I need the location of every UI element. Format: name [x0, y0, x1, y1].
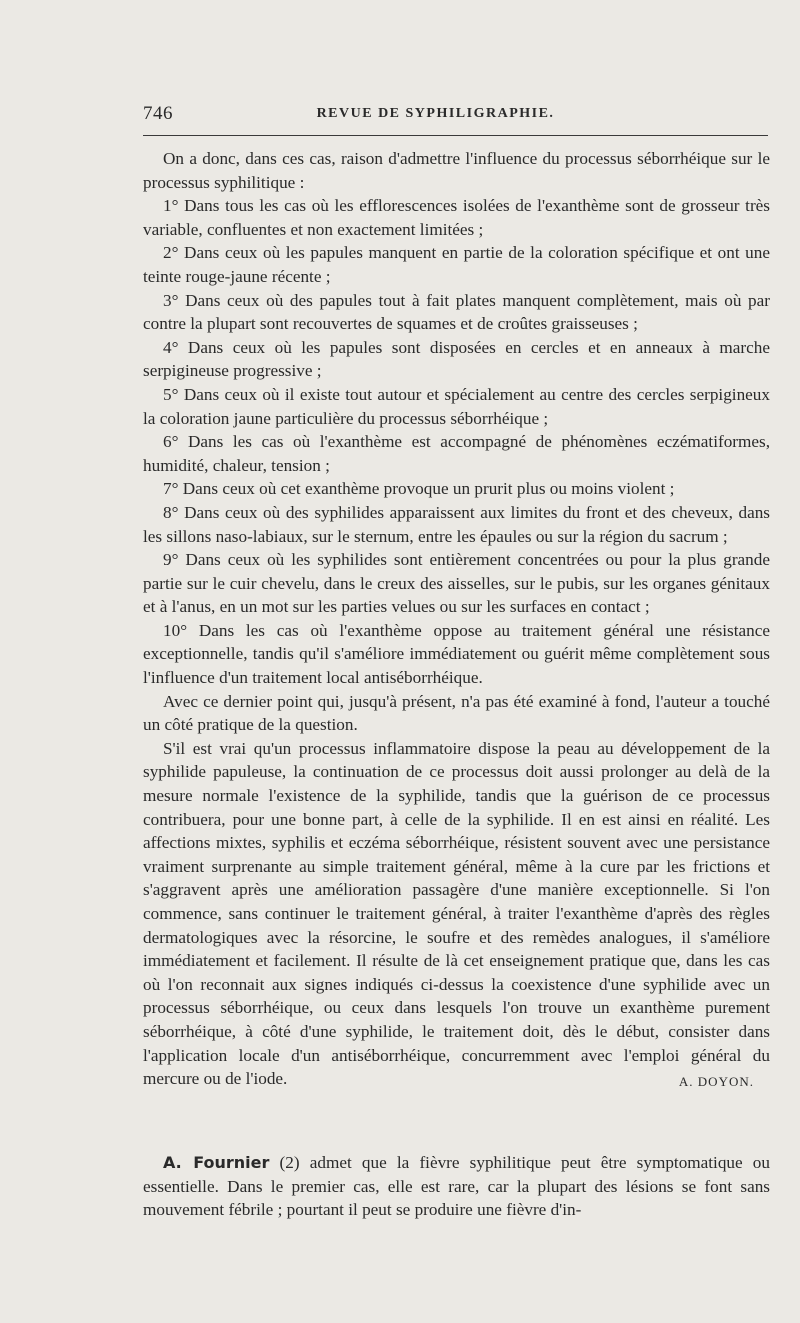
list-item: 1° Dans tous les cas où les efflorescences isolées de l'exanthème sont de grosseur très variable, confluentes et non exactement limitées ; — [143, 196, 770, 239]
list-item: 9° Dans ceux où les syphilides sont entièrement concentrées ou pour la plus grande partie sur le cuir chevelu, dans le creux des aisselles, sur le pubis, sur les organes génitaux et à l'anus, en un mot sur les parties velues ou sur les surfaces en contact ; — [143, 550, 770, 617]
paragraph-text: (2) admet que la fièvre syphilitique peut être symptomatique ou essentielle. Dans le premier cas, elle est rare, car la plupart des lésions se font sans mouvement fébrile ; pourtant il peut se produire une fièvre d'in- — [143, 1153, 770, 1220]
paragraph-text: S'il est vrai qu'un processus inflammatoire dispose la peau au développement de la syphilide papuleuse, la continuation de ce processus doit aussi prolonger au delà de la mesure normale l'existence de la syphilide, tandis que la guérison de ce processus contribuera, pour une bonne part, à celle de la syphilide. Il en est ainsi en réalité. Les affections mixtes, syphilis et eczéma séborrhéique, résistent souvent avec une persistance vraiment surprenante au simple traitement général, même à la cure par les frictions et s'aggravent après une amélioration passagère d'une manière exceptionnelle. Si l'on commence, sans continuer le traitement général, à traiter l'exanthème d'après des règles dermatologiques avec la résorcine, le soufre et des remèdes analogues, il s'améliore immédiatement et facilement. Il résulte de là cet enseignement pratique que, dans les cas où l'on reconnait aux signes indiqués ci-dessus la coexistence d'une syphilide avec un processus séborrhéique, ou ceux dans lesquels l'on trouve un exanthème purement séborrhéique, à côté d'une syphilide, le traitement doit, dès le début, consister dans l'application locale d'un antiséborrhéique, concurremment avec l'emploi général du mercure ou de l'iode. — [143, 738, 770, 1089]
journal-title: REVUE DE SYPHILIGRAPHIE. — [316, 106, 555, 121]
list-item: 2° Dans ceux où les papules manquent en partie de la coloration spécifique et ont une teinte rouge-jaune récente ; — [143, 243, 770, 286]
list-item: 6° Dans les cas où l'exanthème est accompagné de phénomènes eczématiformes, humidité, chaleur, tension ; — [143, 432, 770, 475]
header-rule — [143, 135, 768, 136]
list-item: 3° Dans ceux où des papules tout à fait plates manquent complètement, mais où par contre la plupart sont recouvertes de squames et de croûtes graisseuses ; — [143, 290, 770, 334]
list-item: 10° Dans les cas où l'exanthème oppose au traitement général une résistance exceptionnelle, tandis qu'il s'améliore immédiatement ou guérit même complètement sous l'influence d'un traitement local antiséborrhéique. — [143, 620, 770, 688]
paragraph: On a donc, dans ces cas, raison d'admettre l'influence du processus séborrhéique sur le processus syphilitique : — [143, 149, 770, 192]
running-head — [143, 103, 768, 127]
next-article — [143, 1151, 770, 1222]
article-author: A. Fournier — [163, 1153, 270, 1172]
author-signature: A. DOYON. — [678, 1074, 754, 1090]
article-body — [143, 147, 770, 1094]
list-item: 5° Dans ceux où il existe tout autour et spécialement au centre des cercles serpigineux la coloration jaune particulière du processus séborrhéique ; — [143, 384, 770, 428]
list-item: 7° Dans ceux où cet exanthème provoque un prurit plus ou moins violent ; — [163, 479, 675, 499]
page-number: 746 — [143, 103, 173, 124]
paragraph: Avec ce dernier point qui, jusqu'à présent, n'a pas été examiné à fond, l'auteur a touché un côté pratique de la question. — [143, 691, 770, 735]
paragraph — [143, 1151, 770, 1222]
list-item: 8° Dans ceux où des syphilides apparaissent aux limites du front et des cheveux, dans les sillons naso-labiaux, sur le sternum, entre les épaules ou sur la région du sacrum ; — [143, 502, 770, 546]
list-item: 4° Dans ceux où les papules sont disposées en cercles et en anneaux à marche serpigineuse progressive ; — [143, 337, 770, 381]
paragraph-with-signature — [143, 737, 770, 1091]
